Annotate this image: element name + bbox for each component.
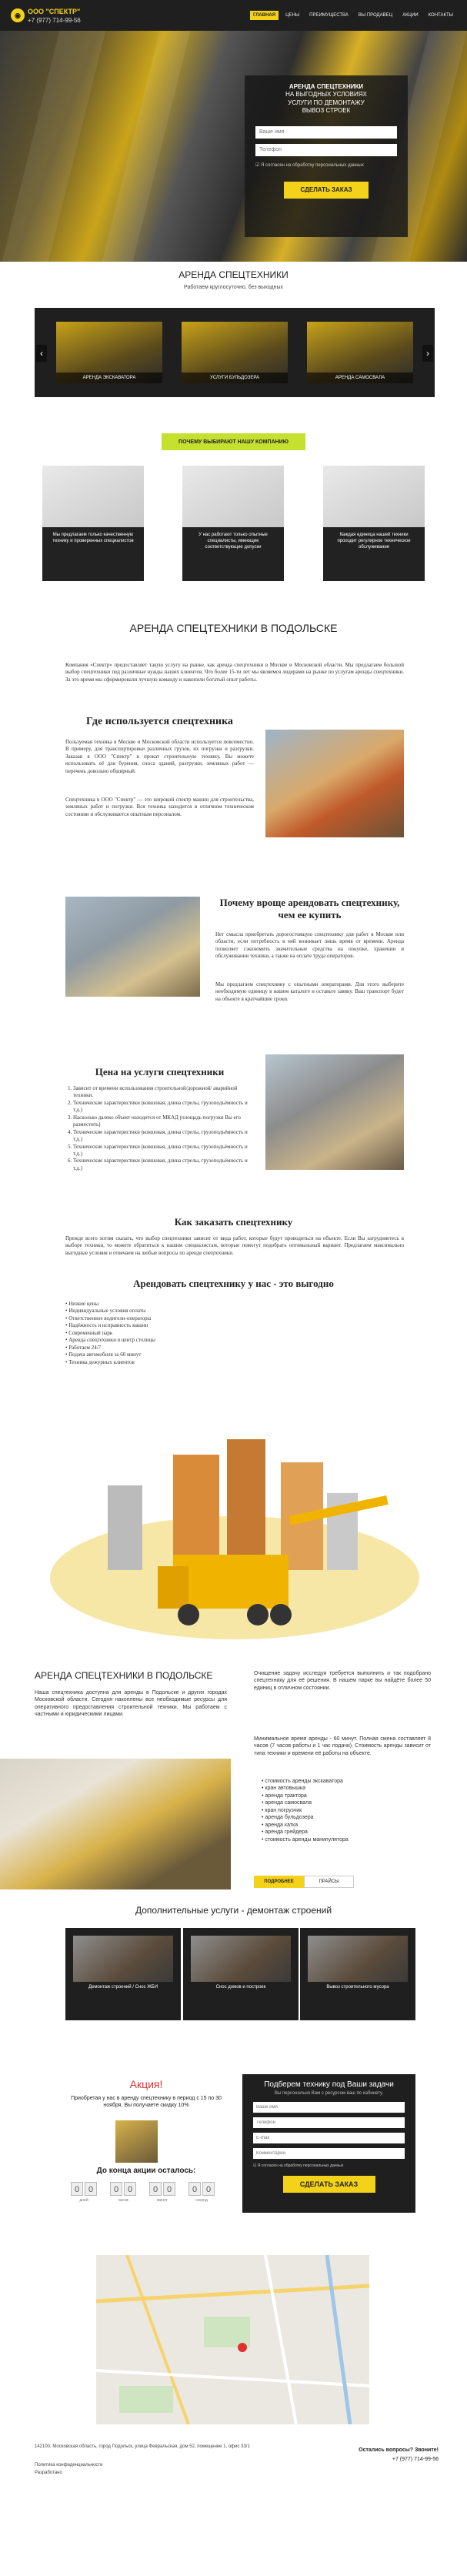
- service-image: [73, 1936, 173, 1982]
- benefit-label: Индивидуальные условия оплаты: [68, 1308, 146, 1315]
- why-rent-title: Почему вроще арендовать спецтехнику, чем ее купить: [219, 897, 400, 920]
- crane-photo: [265, 1054, 404, 1170]
- rent-price-label: аренда трактора: [265, 1793, 307, 1799]
- benefit-label: Аренда спецтехники в центр столицы: [68, 1337, 155, 1344]
- feature-text: Мы предлагаем только качественную технику и проверенных специалистов: [52, 533, 134, 544]
- benefit-item: • Надёжность и исправность машин: [65, 1322, 148, 1329]
- timer-digit: 0: [124, 2182, 136, 2196]
- rent-price-item: • аренда самосвала: [262, 1800, 312, 1806]
- price-item: 6. Технические характеристики (ковшовая, длина стрелы, грузоподъёмность и т.д.): [73, 1158, 254, 1172]
- service-image: [191, 1936, 291, 1982]
- where-text: Пользуемая техника в Москве и Московской области используется повсеместно. В примеру, для транспортировки различных грузов, их погрузки и разгрузки. Заказав в ООО "Спектр" в прокат строительную технику, Вы можете использовать её для бурения, сноса зданий, разгрузки, земляных работ — перечень довольно обширный.: [65, 739, 254, 774]
- benefit-item: • Индивидуальные условия оплаты: [65, 1308, 146, 1315]
- order-text: Прежде всего хотим сказать, что выбор спецтехники зависит от вида работ, которые будут проводиться на объекте. Если Вы затрудняетесь в выборе техники, то можете обратиться к нашим специалистам, которые помогут подобрать оптимальный вариант. Предлагаем максимально выгодные условия и отвечаем на любые вопросы по аренде спецтехники.: [65, 1235, 404, 1256]
- benefit-label: Ответственное водители-операторы: [68, 1315, 152, 1321]
- timer-digit: 0: [85, 2182, 97, 2196]
- equipment-slider: [35, 308, 435, 397]
- benefit-item: • Ответственное водители-операторы: [65, 1315, 152, 1321]
- service-label: Демонтаж строений / Снос ЖБИ: [88, 1985, 158, 1990]
- service-label: Снос домов и построек: [215, 1985, 266, 1990]
- rent-price-label: аренда грейдера: [265, 1829, 308, 1836]
- service-card[interactable]: [300, 1928, 415, 2020]
- top-bar: [0, 0, 467, 31]
- footer-author: Разработано: [35, 2471, 62, 2475]
- benefit-item: • Современный парк: [65, 1329, 113, 1336]
- rent-price-label: кран автовышка: [265, 1786, 306, 1792]
- service-card[interactable]: [65, 1928, 181, 2020]
- hero-form-title-3: УСЛУГИ ПО ДЕМОНТАЖУ: [288, 99, 365, 106]
- podolsk2-left-text: Наша спецтехника доступна для аренды в Подольске и других городах Московской области. Сегодня накоплены все необходимые ресурсы для оперативного предоставления строительной техники. Мы работаем с частными и юридическими лицами.: [35, 1690, 227, 1718]
- order-title: Как заказать спецтехнику: [174, 1216, 293, 1228]
- why-rent-text: Нет смысла приобретать дорогостоящую спецтехнику для работ в Москве или области, если потребность в ней возникает лишь время от времени. Аренда позволяет сэкономить значительные средства на покупке, хранении и обслуживании техники, а также на оплате труда операторов.: [215, 931, 404, 960]
- benefit-label: Подача автомобиля за 60 минут: [68, 1351, 142, 1358]
- where-text-2: Спецтехника в ООО "Спектр" — это широкий спектр машин для строительства, земляных работ и погрузки. Вся техника находится в отличном техническом состоянии и обслуживается опытным персоналом.: [65, 797, 254, 817]
- pick-consent: [253, 2163, 405, 2168]
- nav-item-seller[interactable]: ВЫ ПРОДАВЕЦ: [358, 13, 393, 18]
- why-rent-text-2: Мы предлагаем спецтехнику с опытными операторами. Для этого выберите необходимую единицу в нашем каталоге и оставьте заявку. Ваш транспорт будет на объекте в кратчайшие сроки.: [215, 981, 404, 1002]
- nav-item-promo[interactable]: АКЦИИ: [402, 13, 419, 18]
- timer-title: До конца акции осталось:: [96, 2167, 196, 2175]
- price-item: 4. Технические характеристики (ковшовая, длина стрелы, грузоподъёмность и т.д.): [73, 1129, 254, 1144]
- slider-next-icon[interactable]: ›: [422, 345, 433, 362]
- why-us-button[interactable]: ПОЧЕМУ ВЫБИРАЮТ НАШУ КОМПАНИЮ: [162, 433, 305, 450]
- price-item: 5. Технические характеристики (ковшовая, длина стрелы, грузоподъёмность и т.д.): [73, 1144, 254, 1158]
- section-subtitle: Работаем круглосуточно, без выходных: [184, 285, 283, 290]
- rent-price-item: • стоимость аренды манипулятора: [262, 1836, 349, 1843]
- nav-item-prices[interactable]: ЦЕНЫ: [285, 13, 300, 18]
- price-title: Цена на услуги спецтехники: [95, 1066, 225, 1078]
- service-label: Вывоз строительного мусора: [326, 1985, 389, 1990]
- hero-form-title-1: АРЕНДА СПЕЦТЕХНИКИ: [289, 83, 364, 90]
- slider-prev-icon[interactable]: ‹: [36, 345, 47, 362]
- checkbox-icon[interactable]: ☑: [253, 2163, 258, 2168]
- tab-prices[interactable]: ПРАЙСЫ: [304, 1876, 354, 1888]
- feature-image: [42, 466, 144, 527]
- timer-digit: 0: [163, 2182, 175, 2196]
- brand-name: ООО "СПЕКТР": [28, 7, 81, 15]
- podolsk2-right-text-2: Минимальное время аренды - 60 минут. Полная смена составляет 8 часов (7 часов работы и 1 час подачи). Стоимость аренды зависит от типа техники и времени её работы на объекте.: [254, 1736, 431, 1756]
- promo-photo: [115, 2120, 158, 2163]
- logo-icon[interactable]: ◉: [11, 8, 25, 22]
- timer-digit: 0: [188, 2182, 201, 2196]
- feature-text: У нас работают только опытные специалисты, имеющие соответствующие допуски: [198, 533, 268, 550]
- footer-policy[interactable]: Политика конфиденциальности: [35, 2463, 103, 2467]
- info-tabs: [254, 1876, 354, 1888]
- timer-digit: 0: [202, 2182, 215, 2196]
- main-nav: [250, 11, 456, 20]
- benefit-label: Техника дежурных клиентов: [68, 1358, 135, 1365]
- rent-price-item: • кран автовышка: [262, 1786, 306, 1792]
- pick-phone-input[interactable]: [253, 2117, 405, 2128]
- pick-order-button[interactable]: СДЕЛАТЬ ЗАКАЗ: [283, 2176, 375, 2193]
- section-title-podolsk-2: АРЕНДА СПЕЦТЕХНИКИ В ПОДОЛЬСКЕ: [35, 1670, 213, 1681]
- hero-banner: [0, 31, 467, 262]
- consent-label: Я согласен на обработку персональных данных: [261, 162, 364, 168]
- timer-unit: дней: [79, 2198, 88, 2203]
- building-wrap-photo: [65, 897, 200, 997]
- timer-digit: 0: [71, 2182, 83, 2196]
- hero-decor: [2, 31, 106, 262]
- benefit-item: • Аренда спецтехники в центр столицы: [65, 1337, 155, 1344]
- slide-bulldozer[interactable]: [182, 322, 288, 383]
- price-item: 2. Технические характеристики (ковшовая, длина стрелы, грузоподъёмность и т.д.): [73, 1100, 254, 1114]
- pick-consent-label: Я согласен на обработку персональных данных: [257, 2163, 344, 2168]
- phone-input[interactable]: [255, 144, 397, 156]
- section-title-services: Дополнительные услуги - демонтаж строений: [135, 1905, 332, 1916]
- pick-form-title: Подберем технику под Ваши задачи: [264, 2080, 394, 2089]
- footer-question: Остались вопросы? Звоните!: [359, 2447, 439, 2453]
- rent-price-label: стоимость аренды манипулятора: [265, 1836, 349, 1843]
- map-image: [96, 2255, 369, 2424]
- promo-text: Приобретая у нас в аренду спецтехнику в период с 15 по 30 ноября. Вы получаете скидку 10%: [71, 2096, 222, 2109]
- slide-caption: АРЕНДА ЭКСКАВАТОРА: [56, 373, 162, 383]
- crane-truck-image: [35, 1424, 435, 1655]
- benefit-item: • Техника дежурных клиентов: [65, 1358, 135, 1365]
- benefit-item: • Низкие цены: [65, 1301, 99, 1307]
- rent-price-item: • аренда трактора: [262, 1793, 307, 1799]
- rent-price-label: аренда катка: [265, 1822, 299, 1828]
- location-map[interactable]: [96, 2255, 369, 2424]
- benefit-item: • Подача автомобиля за 60 минут: [65, 1351, 142, 1358]
- pick-email-input[interactable]: [253, 2133, 405, 2143]
- section-title-rent: АРЕНДА СПЕЦТЕХНИКИ: [178, 269, 289, 280]
- hero-form-title-4: ВЫВОЗ СТРОЕК: [302, 107, 351, 115]
- timer-digit: 0: [110, 2182, 122, 2196]
- pick-form-subtitle: Вы персонально Вам с ресурсом ваш по кабинету.: [274, 2091, 384, 2096]
- feature-text: Каждая единица нашей техники проходит регулярное техническое обслуживание: [337, 533, 411, 550]
- promo-title: Акция!: [129, 2078, 163, 2090]
- nav-item-home[interactable]: ГЛАВНАЯ: [250, 11, 279, 20]
- footer-phone[interactable]: +7 (977) 714-99-56: [392, 2457, 439, 2462]
- hero-order-form: [245, 75, 408, 237]
- podolsk2-right-text: Очищение задачу исследуя требуется выполнить и так подобрано спецтехнику для её решения. В нашем парке вы найдёте более 50 единиц в отличном состоянии.: [254, 1671, 431, 1691]
- hero-decor: [102, 31, 191, 262]
- rent-price-item: • кран погрузчик: [262, 1807, 302, 1813]
- feature-card: [42, 466, 144, 581]
- rent-price-list: [262, 1778, 431, 1843]
- rent-price-label: кран погрузчик: [265, 1807, 302, 1813]
- consent-text: [255, 162, 397, 168]
- slide-truck[interactable]: [307, 322, 413, 383]
- tab-details[interactable]: ПОДРОБНЕЕ: [254, 1876, 304, 1888]
- truck-illustration: [35, 1424, 435, 1655]
- feature-image: [182, 466, 284, 527]
- where-title: Где используется спецтехника: [86, 716, 233, 727]
- timer-digit: 0: [149, 2182, 162, 2196]
- rent-price-item: • аренда грейдера: [262, 1829, 308, 1836]
- timer-unit: минут: [157, 2198, 168, 2203]
- benefit-label: Современный парк: [68, 1329, 113, 1336]
- slide-caption: УСЛУГИ БУЛЬДОЗЕРА: [182, 373, 288, 383]
- service-card[interactable]: [183, 1928, 299, 2020]
- demolition-photo: [265, 730, 404, 837]
- pick-name-input[interactable]: [253, 2102, 405, 2113]
- benefit-label: Работаем 24/7: [68, 1344, 102, 1351]
- nav-item-contacts[interactable]: КОНТАКТЫ: [428, 13, 453, 18]
- feature-card: [323, 466, 425, 581]
- loader-photo: [0, 1759, 231, 1889]
- rent-price-label: стоимость аренды экскаватора: [265, 1779, 343, 1784]
- hero-order-button[interactable]: СДЕЛАТЬ ЗАКАЗ: [284, 182, 369, 199]
- rent-price-item: • стоимость аренды экскаватора: [262, 1779, 343, 1784]
- rent-price-item: • аренда бульдозера: [262, 1815, 314, 1821]
- benefit-item: • Работаем 24/7: [65, 1344, 102, 1351]
- podolsk-intro: Компания «Спектр» предоставляет такую услугу на рынке, как аренда спецтехники в Москве и Московской области. Мы предлагаем большой выбор спецтехники под различные нужды наших клиентов. Что более 15-ти лет мы являемся лидерами на рынке по услугам аренды спецтехники. За это время мы сформировали лучшую команду и накопили богатый опыт работы.: [65, 662, 404, 683]
- benefit-title: Арендовать спецтехнику у нас - это выгодно: [133, 1278, 334, 1289]
- hero-form-title-2: НА ВЫГОДНЫХ УСЛОВИЯХ: [285, 91, 367, 99]
- feature-card: [182, 466, 284, 581]
- benefit-label: Надёжность и исправность машин: [68, 1322, 148, 1329]
- pick-form: [242, 2074, 415, 2213]
- rent-price-label: аренда бульдозера: [265, 1815, 314, 1821]
- benefit-label: Низкие цены: [68, 1301, 99, 1307]
- timer-unit: секунд: [195, 2198, 208, 2203]
- rent-price-label: аренда самосвала: [265, 1800, 312, 1806]
- pick-comment-input[interactable]: [253, 2148, 405, 2159]
- slide-caption: АРЕНДА САМОСВАЛА: [307, 373, 413, 383]
- rent-price-item: • аренда катка: [262, 1822, 299, 1828]
- footer-address: 142100, Московская область, город Подольск, улица Февральская, дом 52, помещение 1, офис 33/1: [35, 2444, 250, 2449]
- benefit-list: [65, 1301, 404, 1366]
- price-item: 3. Насколько далеко объект находится от МКАД (площадь погрузки Вы его разместить): [73, 1114, 254, 1129]
- service-image: [308, 1936, 408, 1982]
- slide-excavator[interactable]: [56, 322, 162, 383]
- header-phone[interactable]: +7 (977) 714-99-56: [28, 16, 81, 24]
- price-item: 1. Зависит от времени использования строительной/дорожной/ аварийной техники.: [73, 1085, 254, 1100]
- feature-image: [323, 466, 425, 527]
- section-title-podolsk: АРЕНДА СПЕЦТЕХНИКИ В ПОДОЛЬСКЕ: [129, 622, 338, 634]
- checkbox-icon[interactable]: ☑: [255, 162, 262, 168]
- price-list: [65, 1085, 254, 1172]
- timer-unit: часов: [118, 2198, 128, 2203]
- name-input[interactable]: [255, 126, 397, 139]
- nav-item-advantages[interactable]: ПРЕИМУЩЕСТВА: [309, 13, 349, 18]
